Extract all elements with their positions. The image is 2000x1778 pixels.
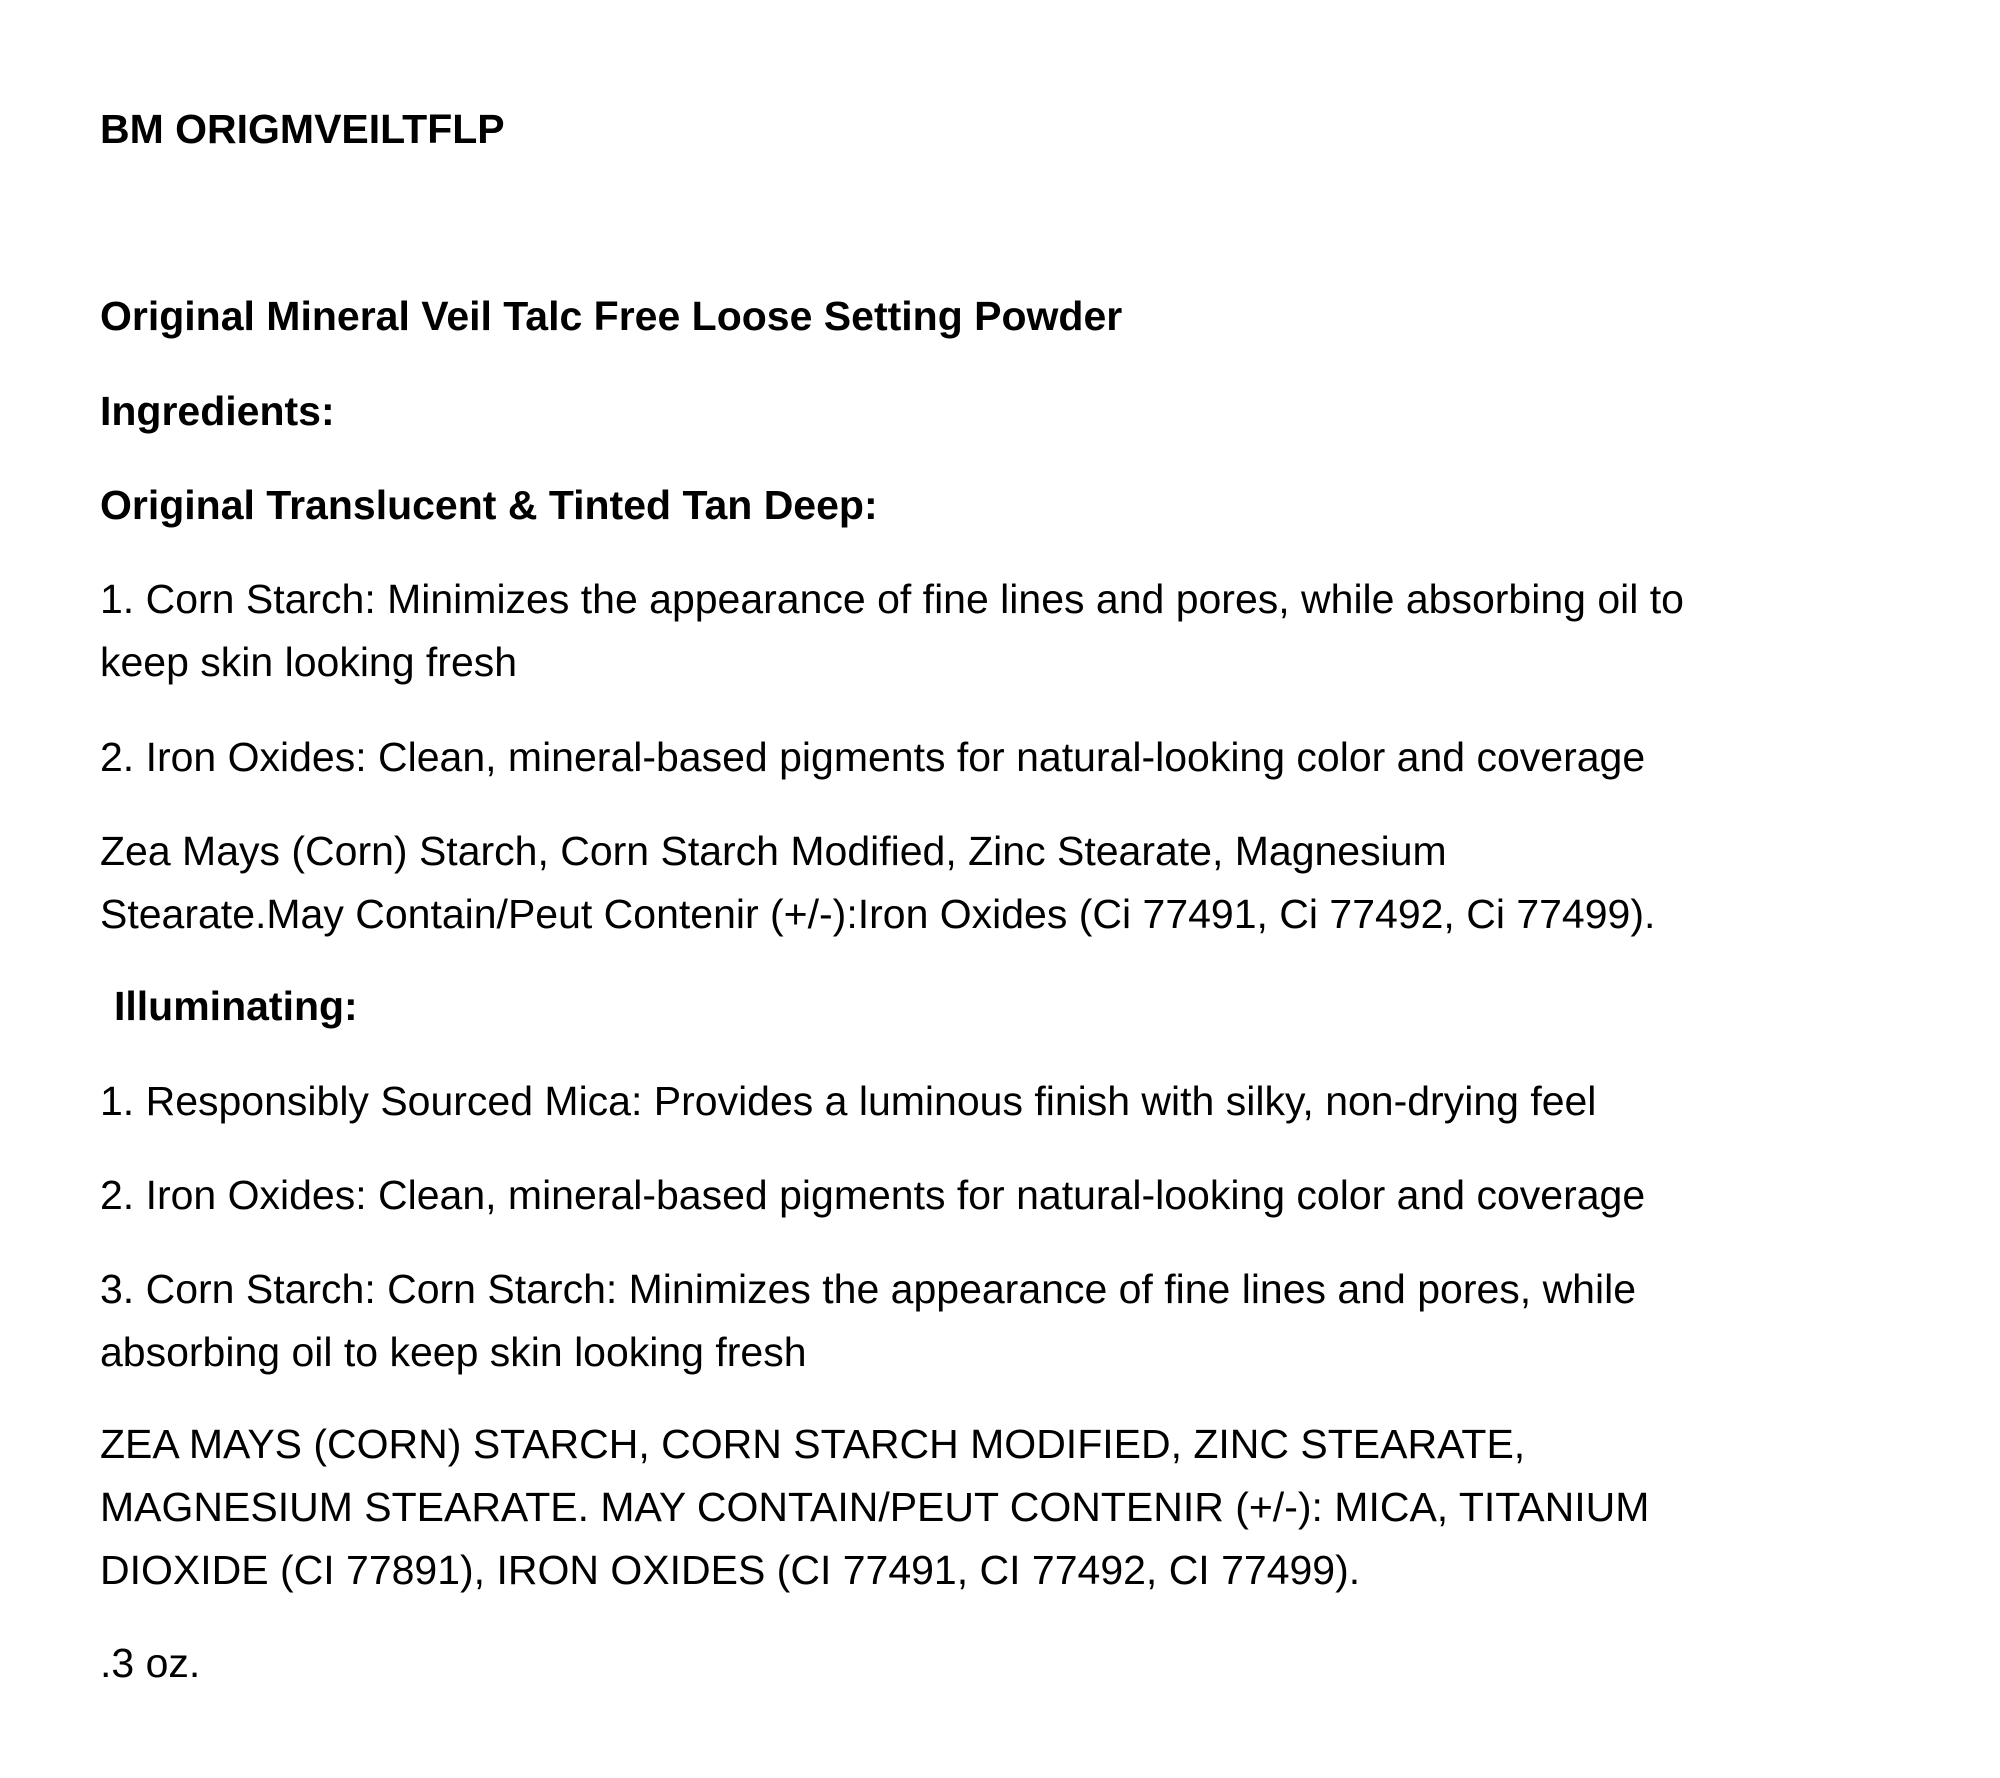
inci-line: ZEA MAYS (CORN) STARCH, CORN STARCH MODIFIED, ZINC STEARATE, — [100, 1421, 1526, 1467]
ingredient-item-iron-oxides: 2. Iron Oxides: Clean, mineral-based pigments for natural-looking color and coverage — [100, 734, 1646, 780]
inci-line: Stearate.May Contain/Peut Contenir (+/-):Iron Oxides (Ci 77491, Ci 77492, Ci 77499). — [100, 891, 1656, 937]
section-heading-illuminating: Illuminating: — [114, 983, 358, 1029]
section-heading-translucent: Original Translucent & Tinted Tan Deep: — [100, 482, 878, 528]
ingredient-item-mica: 1. Responsibly Sourced Mica: Provides a luminous finish with silky, non-drying feel — [100, 1078, 1597, 1124]
product-title: Original Mineral Veil Talc Free Loose Setting Powder — [100, 293, 1123, 339]
inci-line: Zea Mays (Corn) Starch, Corn Starch Modified, Zinc Stearate, Magnesium — [100, 828, 1447, 874]
ingredient-item-line: 3. Corn Starch: Corn Starch: Minimizes the appearance of fine lines and pores, while — [100, 1266, 1636, 1312]
ingredients-heading: Ingredients: — [100, 388, 335, 434]
ingredient-item-line: 1. Corn Starch: Minimizes the appearance of fine lines and pores, while absorbing oil to — [100, 576, 1684, 622]
inci-list-translucent — [100, 820, 1960, 946]
ingredient-item-corn-starch — [100, 1258, 1960, 1384]
ingredient-item-line: absorbing oil to keep skin looking fresh — [100, 1329, 807, 1375]
inci-list-illuminating — [100, 1413, 1960, 1602]
ingredient-item-iron-oxides: 2. Iron Oxides: Clean, mineral-based pigments for natural-looking color and coverage — [100, 1172, 1646, 1218]
inci-line: MAGNESIUM STEARATE. MAY CONTAIN/PEUT CONTENIR (+/-): MICA, TITANIUM — [100, 1484, 1650, 1530]
inci-line: DIOXIDE (CI 77891), IRON OXIDES (CI 77491, CI 77492, CI 77499). — [100, 1547, 1361, 1593]
product-code: BM ORIGMVEILTFLP — [100, 106, 505, 152]
net-weight: .3 oz. — [100, 1640, 201, 1686]
ingredient-item-line: keep skin looking fresh — [100, 639, 518, 685]
ingredient-item-corn-starch — [100, 568, 1960, 694]
